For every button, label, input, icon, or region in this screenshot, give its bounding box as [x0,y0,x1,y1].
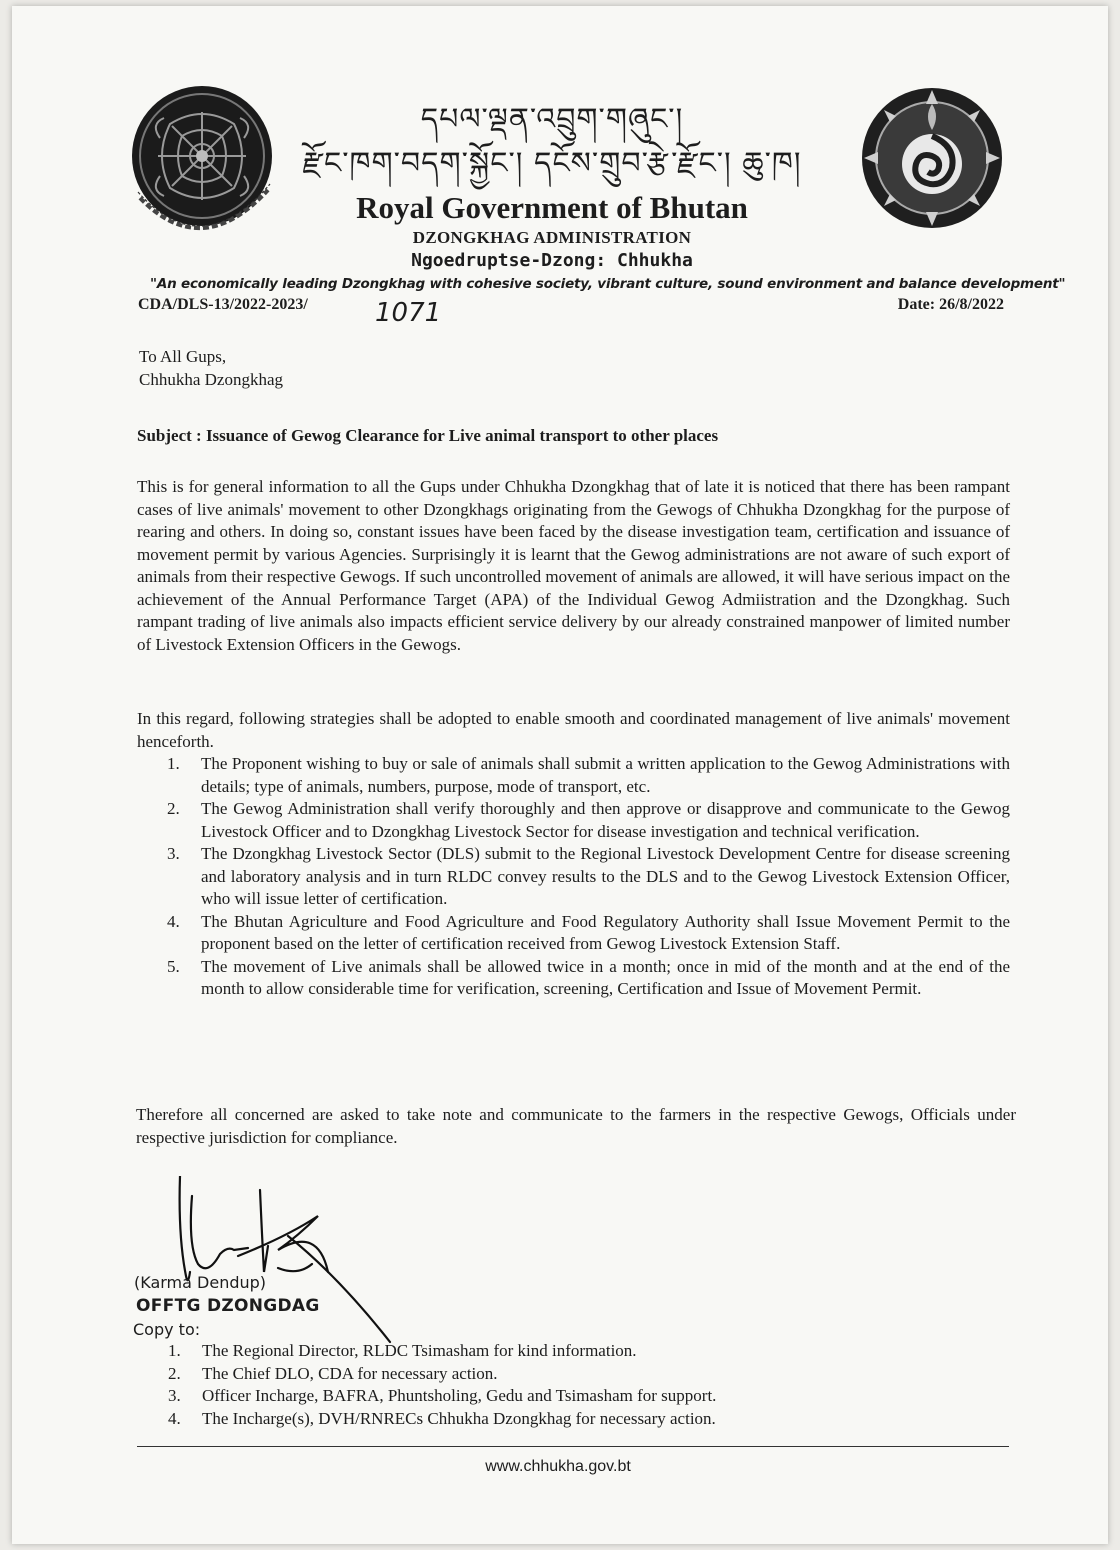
copy-to-label: Copy to: [133,1320,201,1339]
subject-line: Subject : Issuance of Gewog Clearance for Live animal transport to other places [137,426,719,445]
signatory-name: (Karma Dendup) [134,1273,267,1292]
government-title: Royal Government of Bhutan [356,190,748,225]
copy-to-list [138,1340,938,1430]
letter-date: Date: 26/8/2022 [897,296,1004,313]
paragraph-closing: Therefore all concerned are asked to take note and communicate to the farmers in the respective Gewogs, Officials under respective jurisdiction for compliance. [136,1105,1016,1147]
list-item: 3. Officer Incharge, BAFRA, Phuntsholing, Gedu and Tsimasham for support. [168,1386,717,1405]
list-item: 4. The Incharge(s), DVH/RNRECs Chhukha Dzongkhag for necessary action. [168,1408,716,1428]
paragraph-strategies-intro: In this regard, following strategies shall be adopted to enable smooth and coordinated management of live animals' movement henceforth. [137,709,1010,751]
addressee-line1: To All Gups, [139,347,227,366]
list-item: 1. The Proponent wishing to buy or sale of animals shall submit a written application to the Gewog Administrations with details; type of animals, numbers, purpose, mode of transport, etc. [167,754,1010,796]
list-item: 5. The movement of Live animals shall be allowed twice in a month; once in mid of the month and at the end of the month to allow considerable time for verification, screening, Certification and Issue of Movement Permit. [167,956,1010,998]
list-item: 2. The Gewog Administration shall verify thoroughly and then approve or disapprove and communicate to the Gewog Livestock Officer and to Dzongkhag Livestock Sector for disease investigation and technical verification. [167,799,1010,841]
dzong-name: Ngoedruptse-Dzong: Chhukha [411,250,693,271]
addressee [139,346,283,391]
signature-icon [168,1176,408,1346]
list-item: 2. The Chief DLO, CDA for necessary action. [168,1363,498,1383]
strategies-list [137,753,1010,1001]
letter-page [12,6,1108,1544]
motto: "An economically leading Dzongkhag with cohesive society, vibrant culture, sound environment and balance development" [150,276,1066,292]
tibetan-dzongkhag-name: རྫོང་ཁག་བདག་སྐྱོང་། དངོས་གྲུབ་རྩེ་རྫོང་། ཆུ་ཁ། [302,146,802,181]
administration-title: DZONGKHAG ADMINISTRATION [412,228,692,247]
list-item: 3. The Dzongkhag Livestock Sector (DLS) submit to the Regional Livestock Development Centre for disease screening and laboratory analysis and in turn RLDC convey results to the DLS and to the Gewog Livestock Extension Officer, who will issue letter of certification. [167,844,1010,908]
reference-number: CDA/DLS-13/2022-2023/ [138,296,308,313]
paragraph-intro: This is for general information to all the Gups under Chhukha Dzongkhag that of late it is noticed that there has been rampant cases of live animals' movement to other Dzongkhags originating from the Gewogs of Chhukha Dzongkhag for the purpose of rearing and others. In doing so, constant issues have been faced by the disease investigation team, certification and issuance of movement permit by various Agencies. Surprisingly it is learnt that the Gewog administrations are not aware of such export of animals from their respective Gewogs. If such uncontrolled movement of animals are allowed, it will have serious impact on the achievement of the Annual Performance Target (APA) of the Individual Gewog Admiistration and the Dzongkhag. Such rampant trading of live animals also impacts efficient service delivery by our already constrained manpower of limited number of Livestock Extension Officers in the Gewogs. [137,477,1010,654]
addressee-line2: Chhukha Dzongkhag [139,369,284,389]
footer-website: www.chhukha.gov.bt [485,1458,631,1475]
handwritten-reference-number: 1071 [375,298,442,328]
tibetan-government-name: དཔལ་ལྡན་འབྲུག་གཞུང་། [420,102,684,137]
list-item: 4. The Bhutan Agriculture and Food Agriculture and Food Regulatory Authority shall Issue Movement Permit to the proponent based on the letter of certification received from Gewog Livestock Extension Staff. [167,911,1010,953]
signatory-designation: OFFTG DZONGDAG [136,1296,320,1316]
list-item: 1. The Regional Director, RLDC Tsimasham for kind information. [168,1341,637,1360]
footer-divider [137,1446,1009,1447]
